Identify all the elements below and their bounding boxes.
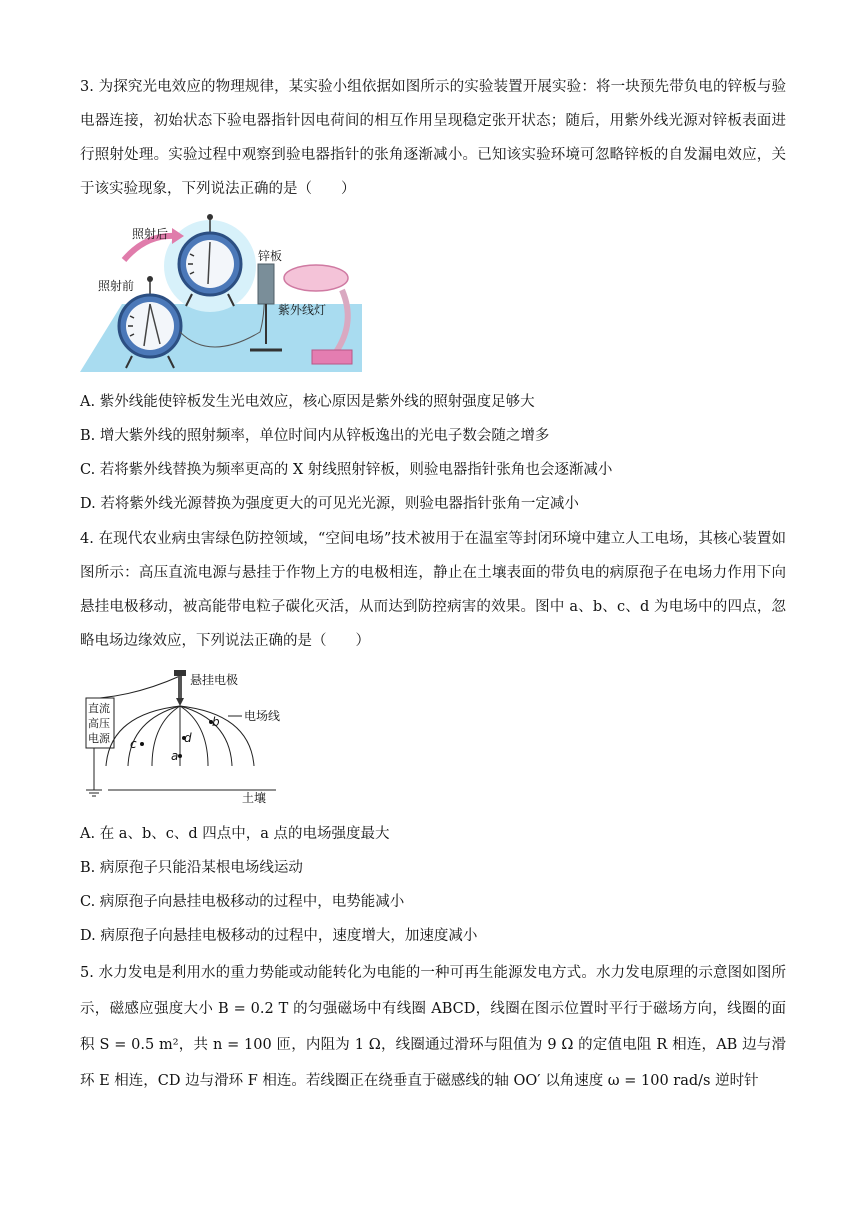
power-label-1: 直流 [88, 702, 110, 715]
label-lamp: 紫外线灯 [278, 303, 327, 317]
label-electrode: 悬挂电极 [190, 673, 239, 687]
q4-option-c: C. 病原孢子向悬挂电极移动的过程中，电势能减小 [80, 894, 405, 910]
point-b-label: b [212, 715, 220, 729]
q4-option-b: B. 病原孢子只能沿某根电场线运动 [80, 860, 303, 876]
label-soil: 土壤 [242, 791, 267, 805]
suspended-electrode [174, 670, 186, 706]
q3-option-c: C. 若将紫外线替换为频率更高的 X 射线照射锌板，则验电器指针张角也会逐渐减小 [80, 462, 613, 478]
point-a-dot [178, 754, 182, 758]
label-field-line: 电场线 [244, 709, 281, 723]
q4-figure [80, 664, 290, 810]
q3-option-a: A. 紫外线能使锌板发生光电效应，核心原因是紫外线的照射强度足够大 [80, 394, 535, 410]
power-label-2: 高压 [88, 717, 110, 730]
q4-option-d: D. 病原孢子向悬挂电极移动的过程中，速度增大，加速度减小 [80, 928, 478, 944]
q5-stem: 5. 水力发电是利用水的重力势能或动能转化为电能的一种可再生能源发电方式。水力发电原理的示意图如图所示，磁感应强度大小 B = 0.2 T 的匀强磁场中有线圈 ABCD，线圈在图示位置时平行于磁场方向，线圈的面积 S = 0.5 m²，共 n = 100 匝，内阻为 1 Ω，线圈通过滑环与阻值为 9 Ω 的定值电阻 R 相连，AB 边与滑环 E 相连，CD 边与滑环 F 相连。若线圈正在绕垂直于磁感线的轴 OO′ 以角速度 ω = 100 rad/s 逆时针 [80, 965, 786, 1089]
q3-figure [80, 212, 366, 374]
label-zinc: 锌板 [258, 249, 283, 263]
label-before: 照射前 [98, 279, 135, 293]
label-after: 照射后 [132, 227, 169, 241]
q4-stem: 4. 在现代农业病虫害绿色防控领域，“空间电场”技术被用于在温室等封闭环境中建立人工电场，其核心装置如图所示：高压直流电源与悬挂于作物上方的电极相连，静止在土壤表面的带负电的病原孢子在电场力作用下向悬挂电极移动，被高能带电粒子碳化灭活，从而达到防控病害的效果。图中 a、b、c、d 为电场中的四点，忽略电场边缘效应，下列说法正确的是（ ） [80, 531, 786, 649]
power-label-3: 电源 [88, 732, 110, 745]
point-c-dot [140, 742, 144, 746]
q3-option-d: D. 若将紫外线光源替换为强度更大的可见光光源，则验电器指针张角一定减小 [80, 496, 579, 512]
q3-option-b: B. 增大紫外线的照射频率，单位时间内从锌板逸出的光电子数会随之增多 [80, 428, 550, 444]
point-a-label: a [171, 749, 179, 763]
point-c-label: c [130, 737, 137, 751]
q4-option-a: A. 在 a、b、c、d 四点中，a 点的电场强度最大 [80, 826, 390, 842]
q3-stem: 3. 为探究光电效应的物理规律，某实验小组依据如图所示的实验装置开展实验：将一块预先带负电的锌板与验电器连接，初始状态下验电器指针因电荷间的相互作用呈现稳定张开状态；随后，用紫外线光源对锌板表面进行照射处理。实验过程中观察到验电器指针的张角逐渐减小。已知该实验环境可忽略锌板的自发漏电效应，关于该实验现象，下列说法正确的是（ ） [80, 79, 786, 197]
point-d-label: d [184, 731, 192, 745]
